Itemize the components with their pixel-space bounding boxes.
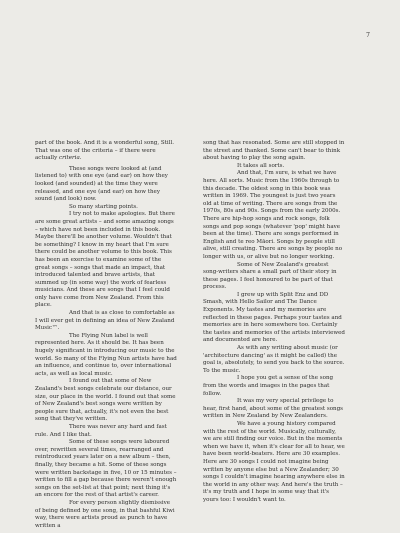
paragraph: I hope you get a sense of the song from the words and images in the pages that follow. <box>203 375 334 397</box>
paragraph: And that, I'm sure, is what we have here. All sorts. Music from the 1960s through to this decade. The oldest song in this book was written in 1969. The youngest is just two years old at time of writing. There are songs from the 1970s, 80s and 90s. Songs from the early 2000s. There are hip-hop songs and rock songs, folk songs and pop songs (whatever 'pop' might have been at the time). There are songs performed in English and te reo Māori. Songs by people still alive, still creating. There are songs by people no longer with us, or alive but no longer working. <box>203 170 343 260</box>
emphasis-text: criteria. <box>58 155 82 162</box>
paragraph: It was my very special privilege to hear, first hand, about some of the greatest songs written in New Zealand by New Zealanders. <box>203 398 344 420</box>
paragraph-text: part of the book. And it is a wonderful song, Still. That was one of the criteria – if there were actually <box>35 140 174 162</box>
paragraph: There was never any hard and fast rule. And I like that. <box>35 423 167 438</box>
paragraph <box>35 140 177 163</box>
paragraph: Some of these songs were laboured over, rewritten several times, rearranged and reintroduced years later on a new album – then, finally, they became a hit. Some of these songs were written backstage in five, 10 or 15 minutes – written to fill a gap because there weren't enough songs on the set-list at that point; next thing it's an encore for the rest of that artist's career. <box>35 439 177 499</box>
paragraph: I grew up with Split Enz and DD Smash, with Hello Sailor and The Dance Exponents. My tastes and my memories are reflected in these pages. Perhaps your tastes and memories are in here somewhere too. Certainly the tastes and memories of the artists interviewed and documented are here. <box>203 291 345 344</box>
paragraph: song that has resonated. Some are still stopped in the street and thanked. Some can't bear to think about having to play the song again. <box>203 140 345 162</box>
left-column <box>35 140 177 530</box>
paragraph: These songs were looked at (and listened to) with one eye (and ear) on how they looked (and sounded) at the time they were released, and one eye (and ear) on how they sound (and look) now. <box>35 165 168 203</box>
paragraph: I found out that some of New Zealand's best songs celebrate our distance, our size, our place in the world. I found out that some of New Zealand's best songs were written by people sure that, actually, it's not even the best song that they've written. <box>35 378 176 423</box>
paragraph: As with any writing about music (or 'architecture dancing' as it might be called) the goal is, absolutely, to send you back to the source. To the music. <box>203 345 345 374</box>
paragraph: I try not to make apologies. But there are some great artists – and some amazing songs – which have not been included in this book. Maybe there'll be another volume. Wouldn't that be something? I know in my heart that I'm sure there could be another volume to this book. This has been an exercise to examine some of the great songs – songs that made an impact, that introduced talented and brave artists, that summed up (in some way) the work of fearless musicians. And these are songs that I feel could only have come from New Zealand. From this place. <box>35 211 175 309</box>
paragraph: So many starting points. <box>69 203 138 210</box>
page-number: 7 <box>366 32 370 39</box>
paragraph: And that is as close to comfortable as I will ever get in defining an idea of New Zealand Music™. <box>35 310 175 332</box>
paragraph: It takes all sorts. <box>237 162 285 169</box>
paragraph: The Flying Nun label is well represented here. As it should be. It has been hugely significant in introducing our music to the world. So many of the Flying Nun artists have had an influence, and continue to, over international acts, as well as local music. <box>35 332 177 377</box>
paragraph: For every person slightly dismissive of being defined by one song, in that bashful Kiwi way, there were artists proud as punch to have written a <box>35 499 175 529</box>
right-column <box>203 140 345 505</box>
paragraph: Some of New Zealand's greatest song-writers share a small part of their story in these pages. I feel honoured to be part of that process. <box>203 261 337 291</box>
paragraph: We have a young history compared with the rest of the world. Musically, culturally, we are still finding our voice. But in the moments when we have it, when it's clear for all to hear, we have been world-beaters. Here are 30 examples. Here are 30 songs I could not imagine being written by anyone else but a New Zealander; 30 songs I couldn't imagine hearing anywhere else in the world in any other way. And here's the truth – it's my truth and I hope in some way that it's yours too: I wouldn't want to. <box>203 420 345 503</box>
